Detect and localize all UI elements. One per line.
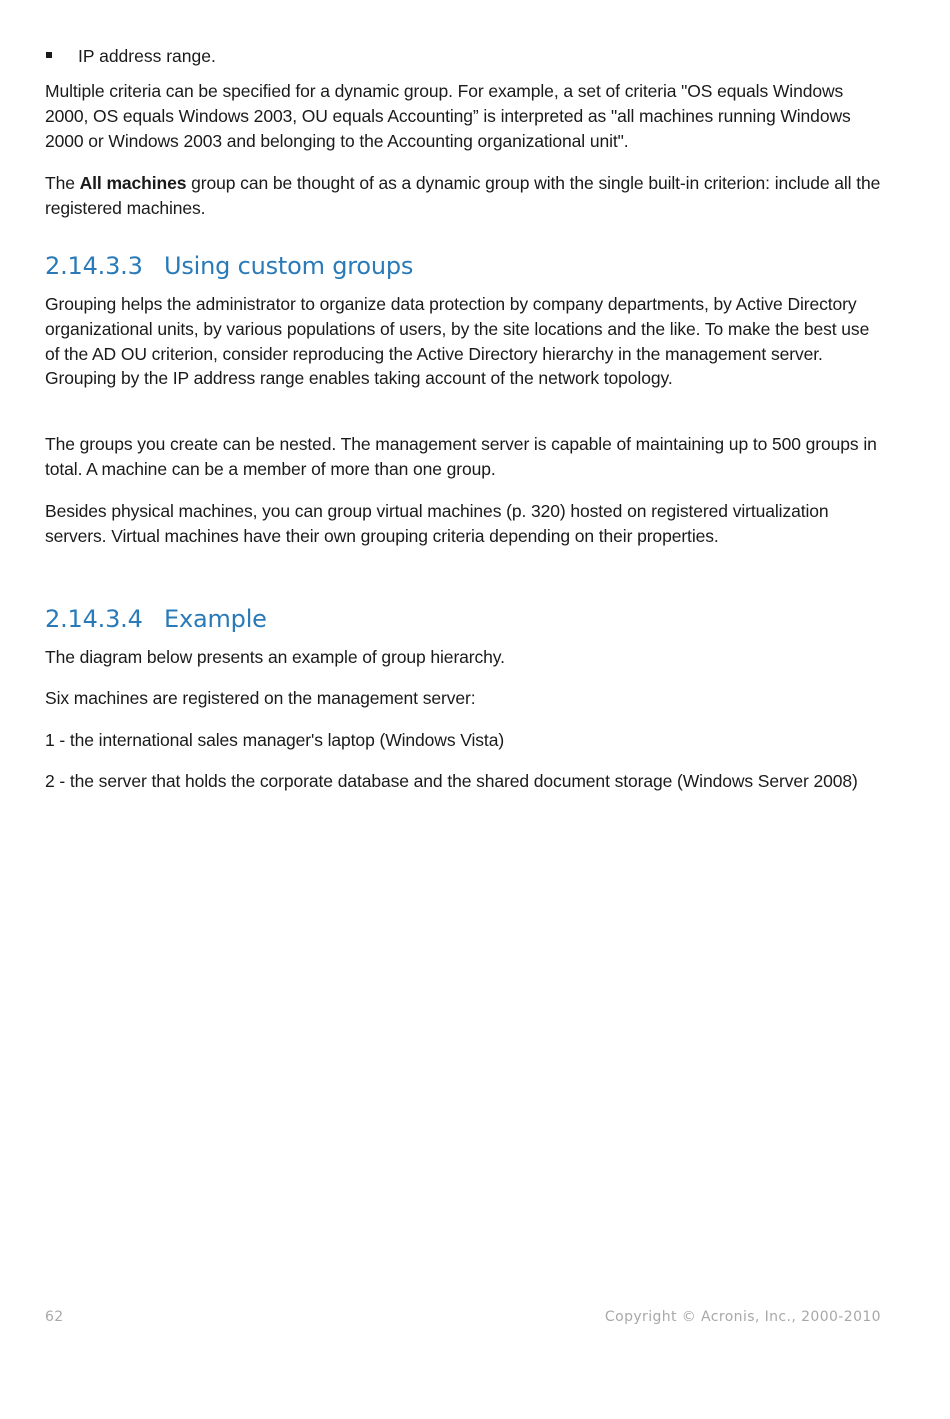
bullet-text: IP address range. — [78, 46, 216, 66]
paragraph-multiple-criteria: Multiple criteria can be specified for a dynamic group. For example, a set of criteria "OS equals Windows 2000, OS equals Windows 2003, OU equals Accounting” is interpreted as "all machines running Windows 2000 or Windows 2003 and belonging to the Accounting organizational unit". — [45, 81, 851, 151]
section-number: 2.14.3.4 — [45, 605, 143, 633]
all-machines-prefix: The — [45, 173, 80, 193]
paragraph-diagram-intro: The diagram below presents an example of group hierarchy. — [45, 647, 505, 667]
paragraph-machine-2: 2 - the server that holds the corporate database and the shared document storage (Windows Server 2008) — [45, 771, 858, 791]
section-heading-custom-groups — [45, 251, 413, 281]
section-title: Example — [164, 605, 267, 633]
paragraph-six-machines: Six machines are registered on the management server: — [45, 688, 476, 708]
all-machines-suffix: group can be thought of as a dynamic group with the single built-in criterion: include all the registered machines. — [45, 173, 881, 218]
paragraph-nested-groups: The groups you create can be nested. The management server is capable of maintaining up to 500 groups in total. A machine can be a member of more than one group. — [45, 434, 877, 479]
paragraph-grouping: Grouping helps the administrator to organize data protection by company departments, by Active Directory organizational units, by various populations of users, by the site locations and the like. To make the best use of the AD OU criterion, consider reproducing the Active Directory hierarchy in the management server. Grouping by the IP address range enables taking account of the network topology. — [45, 294, 870, 389]
all-machines-bold-term: All machines — [79, 173, 187, 193]
paragraph-virtual-machines: Besides physical machines, you can group virtual machines (p. 320) hosted on registered virtualization servers. Virtual machines have their own grouping criteria depending on their properties. — [45, 501, 829, 546]
paragraph-machine-1: 1 - the international sales manager's laptop (Windows Vista) — [45, 730, 505, 750]
paragraph-all-machines — [45, 171, 885, 221]
section-title: Using custom groups — [164, 252, 414, 280]
square-bullet-icon — [46, 52, 52, 58]
copyright-notice: Copyright © Acronis, Inc., 2000-2010 — [604, 1309, 881, 1325]
section-number: 2.14.3.3 — [45, 252, 143, 280]
section-heading-example — [45, 604, 267, 634]
page-number: 62 — [45, 1309, 64, 1325]
